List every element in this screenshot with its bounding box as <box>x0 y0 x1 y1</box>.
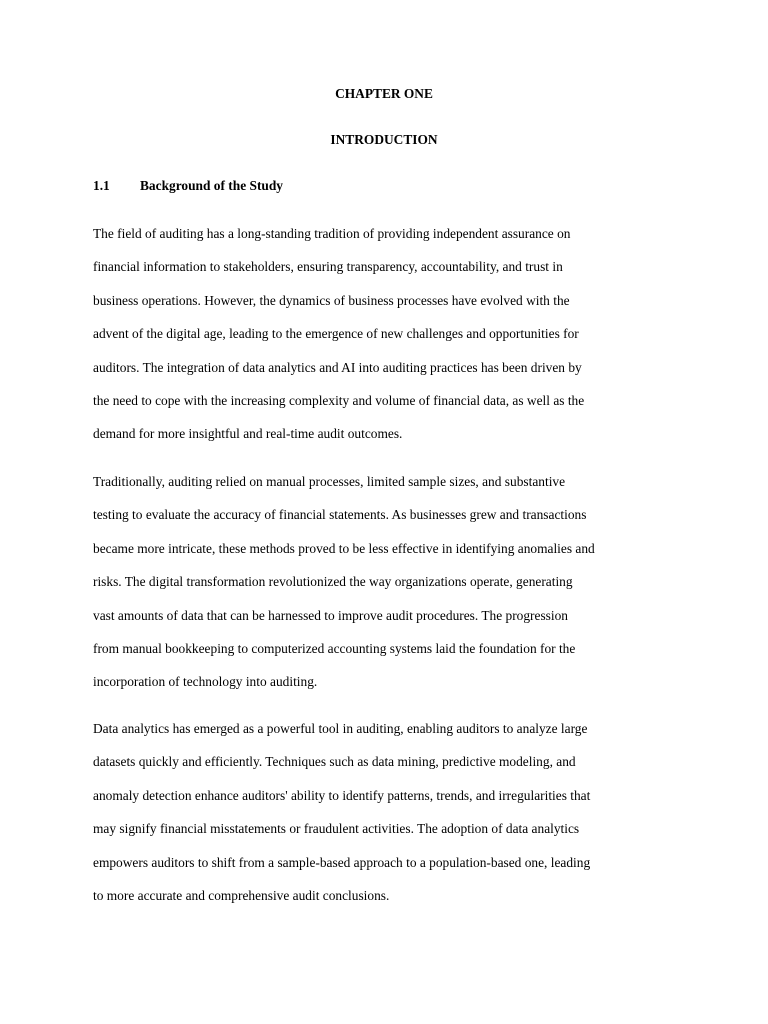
paragraph-line: empowers auditors to shift from a sample-based approach to a population-based one, leading <box>93 854 591 870</box>
paragraph-line: may signify financial misstatements or fraudulent activities. The adoption of data analytics <box>93 821 580 837</box>
introduction-title: INTRODUCTION <box>330 132 438 147</box>
paragraph-line: business operations. However, the dynamics of business processes have evolved with the <box>93 292 570 308</box>
paragraph-line: risks. The digital transformation revolutionized the way organizations operate, generating <box>93 574 573 590</box>
chapter-title: CHAPTER ONE <box>335 86 433 101</box>
paragraph-line: demand for more insightful and real-time audit outcomes. <box>93 426 403 442</box>
paragraph-line: advent of the digital age, leading to the emergence of new challenges and opportunities for <box>93 326 579 342</box>
paragraph-line: from manual bookkeeping to computerized accounting systems laid the foundation for the <box>93 641 576 657</box>
paragraph-line: Data analytics has emerged as a powerful tool in auditing, enabling auditors to analyze large <box>93 721 588 736</box>
paragraph-line: became more intricate, these methods proved to be less effective in identifying anomalies and <box>93 540 595 556</box>
paragraph-line: vast amounts of data that can be harnessed to improve audit procedures. The progression <box>93 607 568 623</box>
paragraph-line: auditors. The integration of data analytics and AI into auditing practices has been driven by <box>93 359 582 375</box>
paragraph-line: incorporation of technology into auditing. <box>93 674 318 690</box>
paragraph <box>93 465 687 699</box>
paragraph-line: anomaly detection enhance auditors' ability to identify patterns, trends, and irregularities that <box>93 787 591 803</box>
paragraph-line: datasets quickly and efficiently. Techniques such as data mining, predictive modeling, and <box>93 754 576 770</box>
paragraph <box>93 217 687 451</box>
paragraph-line: Traditionally, auditing relied on manual processes, limited sample sizes, and substantive <box>93 474 566 489</box>
paragraph-line: to more accurate and comprehensive audit conclusions. <box>93 888 390 904</box>
paragraph-line: The field of auditing has a long-standing tradition of providing independent assurance on <box>93 226 571 241</box>
section-heading <box>93 178 283 194</box>
section-title: Background of the Study <box>140 178 283 193</box>
paragraph <box>93 712 687 912</box>
section-number: 1.1 <box>93 178 110 193</box>
paragraph-line: testing to evaluate the accuracy of financial statements. As businesses grew and transactions <box>93 507 587 523</box>
paragraph-line: financial information to stakeholders, ensuring transparency, accountability, and trust in <box>93 259 563 275</box>
paragraph-line: the need to cope with the increasing complexity and volume of financial data, as well as the <box>93 393 585 409</box>
